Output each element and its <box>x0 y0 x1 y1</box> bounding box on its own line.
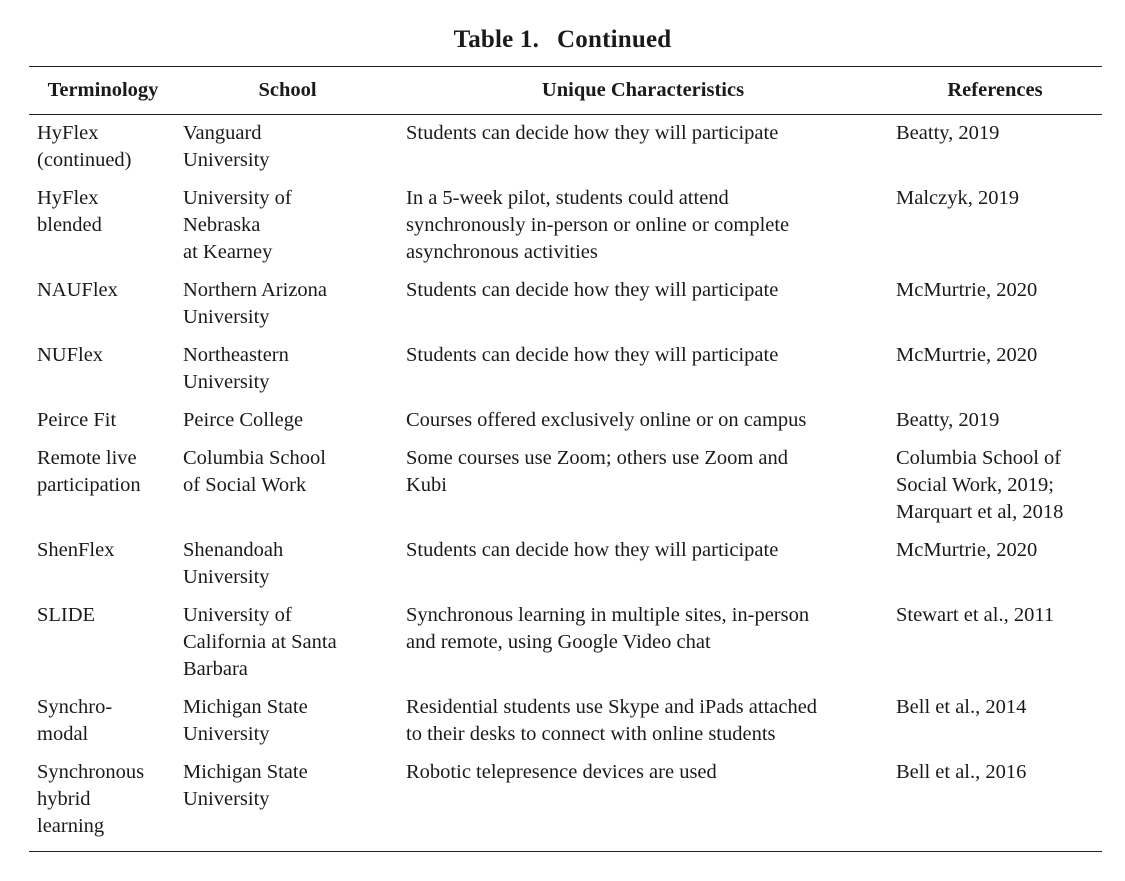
cell-terminology <box>29 537 177 602</box>
table-row <box>29 759 1102 852</box>
cell-unique-characteristics-line: Kubi <box>406 474 447 496</box>
table-row <box>29 342 1102 407</box>
cell-references-line: Bell et al., 2016 <box>896 761 1027 783</box>
cell-references-line: Stewart et al., 2011 <box>896 604 1055 626</box>
cell-terminology <box>29 445 177 537</box>
cell-school <box>177 115 398 186</box>
cell-school-line: Nebraska <box>183 214 261 236</box>
cell-references <box>888 537 1102 602</box>
cell-terminology-line: Peirce Fit <box>37 409 117 431</box>
cell-references <box>888 602 1102 694</box>
terminology-table <box>29 66 1102 852</box>
cell-school-line: University <box>183 306 270 328</box>
cell-school-line: Michigan State <box>183 761 308 783</box>
cell-unique-characteristics-line: In a 5-week pilot, students could attend <box>406 187 729 209</box>
cell-terminology-line: modal <box>37 723 89 745</box>
table-row <box>29 407 1102 445</box>
cell-unique-characteristics <box>398 445 888 537</box>
cell-terminology-line: (continued) <box>37 149 132 171</box>
cell-references-line: Beatty, 2019 <box>896 122 1000 144</box>
cell-references-line: McMurtrie, 2020 <box>896 539 1038 561</box>
cell-terminology-line: Remote live <box>37 447 137 469</box>
cell-school-line: University of <box>183 604 292 626</box>
cell-unique-characteristics <box>398 277 888 342</box>
cell-school-line: University <box>183 566 270 588</box>
table-header-row <box>29 67 1102 115</box>
cell-school-line: Columbia School <box>183 447 326 469</box>
cell-terminology <box>29 185 177 277</box>
cell-unique-characteristics <box>398 185 888 277</box>
cell-terminology-line: Synchronous <box>37 761 145 783</box>
cell-unique-characteristics <box>398 694 888 759</box>
cell-school-line: California at Santa <box>183 631 337 653</box>
cell-unique-characteristics-line: Students can decide how they will participate <box>406 539 779 561</box>
cell-terminology-line: HyFlex <box>37 187 99 209</box>
table-row <box>29 185 1102 277</box>
cell-terminology <box>29 115 177 186</box>
cell-school-line: Michigan State <box>183 696 308 718</box>
cell-school <box>177 537 398 602</box>
cell-terminology <box>29 602 177 694</box>
cell-references-line: Malczyk, 2019 <box>896 187 1019 209</box>
table-caption-label: Table 1. <box>453 26 540 53</box>
cell-references <box>888 277 1102 342</box>
cell-school <box>177 602 398 694</box>
cell-school-line: Northeastern <box>183 344 289 366</box>
cell-school-line: Northern Arizona <box>183 279 328 301</box>
cell-school-line: Vanguard <box>183 122 262 144</box>
cell-school-line: University of <box>183 187 292 209</box>
cell-references-line: Social Work, 2019; <box>896 474 1054 496</box>
cell-terminology-line: HyFlex <box>37 122 99 144</box>
cell-references <box>888 407 1102 445</box>
cell-references-line: Bell et al., 2014 <box>896 696 1027 718</box>
cell-terminology-line: NUFlex <box>37 344 104 366</box>
cell-terminology-line: participation <box>37 474 141 496</box>
cell-references <box>888 694 1102 759</box>
cell-unique-characteristics <box>398 537 888 602</box>
header-references: References <box>947 79 1043 101</box>
cell-school <box>177 759 398 852</box>
cell-terminology <box>29 407 177 445</box>
cell-references <box>888 185 1102 277</box>
cell-references <box>888 115 1102 186</box>
cell-school <box>177 445 398 537</box>
cell-unique-characteristics-line: Robotic telepresence devices are used <box>406 761 717 783</box>
cell-unique-characteristics <box>398 407 888 445</box>
cell-unique-characteristics <box>398 342 888 407</box>
header-school: School <box>258 79 317 101</box>
cell-school <box>177 277 398 342</box>
cell-unique-characteristics-line: Students can decide how they will participate <box>406 344 779 366</box>
cell-school-line: at Kearney <box>183 241 273 263</box>
cell-school <box>177 407 398 445</box>
cell-references <box>888 445 1102 537</box>
cell-references <box>888 759 1102 852</box>
cell-unique-characteristics <box>398 602 888 694</box>
cell-school-line: Barbara <box>183 658 248 680</box>
cell-school-line: Peirce College <box>183 409 304 431</box>
table-row <box>29 115 1102 186</box>
table-caption-title: Continued <box>557 26 672 53</box>
table-row <box>29 694 1102 759</box>
cell-terminology-line: ShenFlex <box>37 539 115 561</box>
cell-terminology-line: NAUFlex <box>37 279 118 301</box>
cell-references-line: Marquart et al, 2018 <box>896 501 1064 523</box>
cell-references-line: Columbia School of <box>896 447 1062 469</box>
cell-school <box>177 185 398 277</box>
cell-terminology <box>29 694 177 759</box>
cell-school-line: University <box>183 788 270 810</box>
cell-unique-characteristics <box>398 759 888 852</box>
cell-terminology-line: blended <box>37 214 102 236</box>
table-row <box>29 602 1102 694</box>
cell-school-line: University <box>183 723 270 745</box>
cell-unique-characteristics-line: Residential students use Skype and iPads attached <box>406 696 818 718</box>
cell-unique-characteristics-line: Some courses use Zoom; others use Zoom and <box>406 447 789 469</box>
cell-references-line: McMurtrie, 2020 <box>896 279 1038 301</box>
cell-terminology-line: SLIDE <box>37 604 96 626</box>
cell-terminology <box>29 342 177 407</box>
cell-unique-characteristics <box>398 115 888 186</box>
cell-terminology-line: learning <box>37 815 105 837</box>
cell-unique-characteristics-line: Courses offered exclusively online or on campus <box>406 409 807 431</box>
cell-references <box>888 342 1102 407</box>
cell-school <box>177 694 398 759</box>
cell-references-line: Beatty, 2019 <box>896 409 1000 431</box>
cell-references-line: McMurtrie, 2020 <box>896 344 1038 366</box>
cell-school-line: University <box>183 371 270 393</box>
cell-unique-characteristics-line: and remote, using Google Video chat <box>406 631 711 653</box>
table-body <box>29 115 1102 852</box>
cell-unique-characteristics-line: Students can decide how they will participate <box>406 279 779 301</box>
cell-unique-characteristics-line: synchronously in-person or online or complete <box>406 214 790 236</box>
cell-school-line: Shenandoah <box>183 539 284 561</box>
table-row <box>29 445 1102 537</box>
table-row <box>29 277 1102 342</box>
cell-terminology <box>29 277 177 342</box>
cell-terminology-line: hybrid <box>37 788 91 810</box>
header-terminology: Terminology <box>47 79 159 101</box>
cell-school <box>177 342 398 407</box>
cell-school-line: of Social Work <box>183 474 307 496</box>
cell-terminology-line: Synchro- <box>37 696 113 718</box>
cell-unique-characteristics-line: asynchronous activities <box>406 241 598 263</box>
table-caption <box>0 26 1125 54</box>
cell-unique-characteristics-line: Students can decide how they will participate <box>406 122 779 144</box>
cell-unique-characteristics-line: to their desks to connect with online students <box>406 723 776 745</box>
cell-school-line: University <box>183 149 270 171</box>
header-unique-characteristics: Unique Characteristics <box>541 79 745 101</box>
cell-unique-characteristics-line: Synchronous learning in multiple sites, in-person <box>406 604 810 626</box>
cell-terminology <box>29 759 177 852</box>
table-row <box>29 537 1102 602</box>
